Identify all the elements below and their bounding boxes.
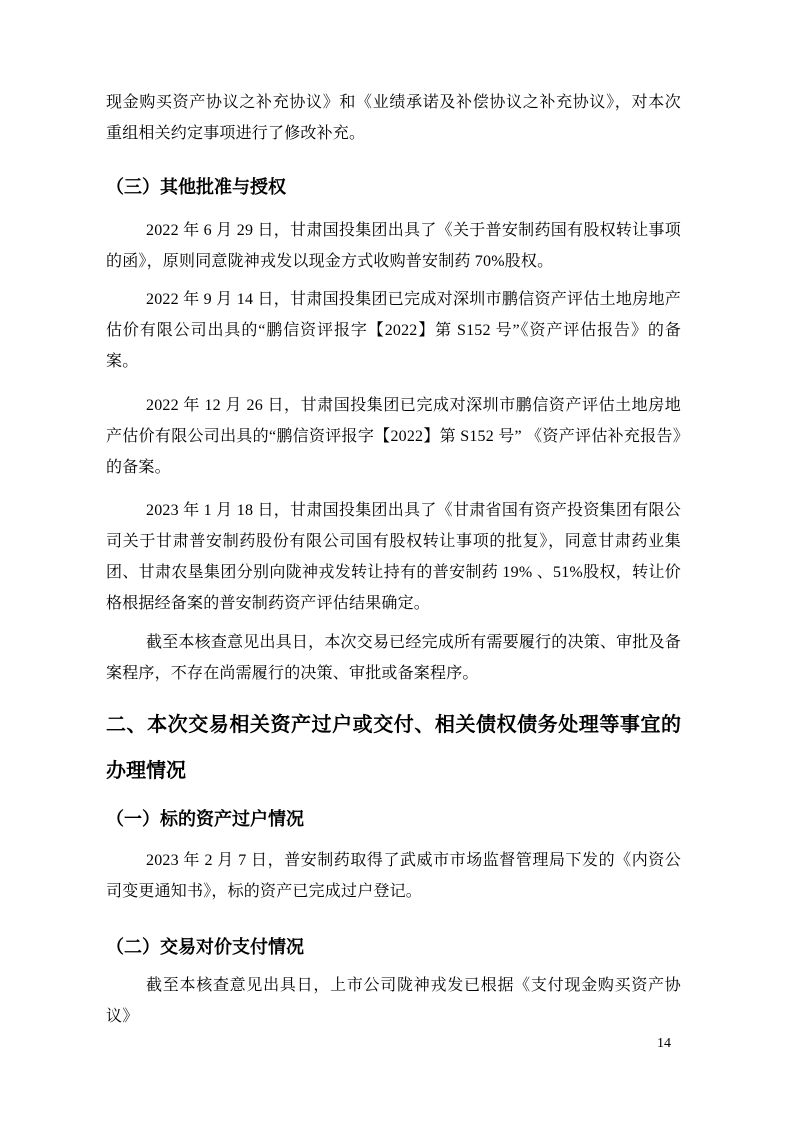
paragraph-supplement-agreements-continued: 现金购买资产协议之补充协议》和《业绩承诺及补偿协议之补充协议》，对本次重组相关约定事项进行了修改补充。 [106,94,681,142]
paragraph-2022-06-29-approval-letter: 2022 年 6 月 29 日，甘肃国投集团出具了《关于普安制药国有股权转让事项的函》，原则同意陇神戎发以现金方式收购普安制药 70%股权。 [106,222,681,270]
paragraph-procedures-completed: 截至本核查意见出具日，本次交易已经完成所有需要履行的决策、审批及备案程序，不存在尚需履行的决策、审批或备案程序。 [106,634,681,682]
paragraph-2023-01-18-transfer-approval: 2023 年 1 月 18 日，甘肃国投集团出具了《甘肃省国有资产投资集团有限公司关于甘肃普安制药股份有限公司国有股权转让事项的批复》，同意甘肃药业集团、甘肃农垦集团分别向陇神戎发转让持有的普安制药 19% 、51%股权，转让价格根据经备案的普安制药资产评估结果确定。 [106,502,681,612]
heading-section-2-asset-transfer-matters: 二、本次交易相关资产过户或交付、相关债权债务处理等事宜的办理情况 [106,714,681,782]
heading-consideration-payment-status: （二）交易对价支付情况 [106,937,304,957]
paragraph-2023-02-07-registration-completed: 2023 年 2 月 7 日，普安制药取得了武威市市场监督管理局下发的《内资公司变更通知书》，标的资产已完成过户登记。 [106,852,681,900]
page-number: 14 [657,1036,671,1051]
paragraph-2022-12-26-supplementary-filing: 2022 年 12 月 26 日，甘肃国投集团已完成对深圳市鹏信资产评估土地房地产估价有限公司出具的“鹏信资评报字【2022】第 S152 号” 《资产评估补充报告》的备案。 [106,397,681,476]
heading-other-approvals-authorizations: （三）其他批准与授权 [106,177,286,197]
paragraph-2022-09-14-valuation-filing: 2022 年 9 月 14 日，甘肃国投集团已完成对深圳市鹏信资产评估土地房地产估价有限公司出具的“鹏信资评报字【2022】第 S152 号”《资产评估报告》的备案。 [106,291,681,370]
paragraph-payment-status: 截至本核查意见出具日，上市公司陇神戎发已根据《支付现金购买资产协议》 [106,977,681,1025]
heading-target-asset-transfer-status: （一）标的资产过户情况 [106,809,304,829]
